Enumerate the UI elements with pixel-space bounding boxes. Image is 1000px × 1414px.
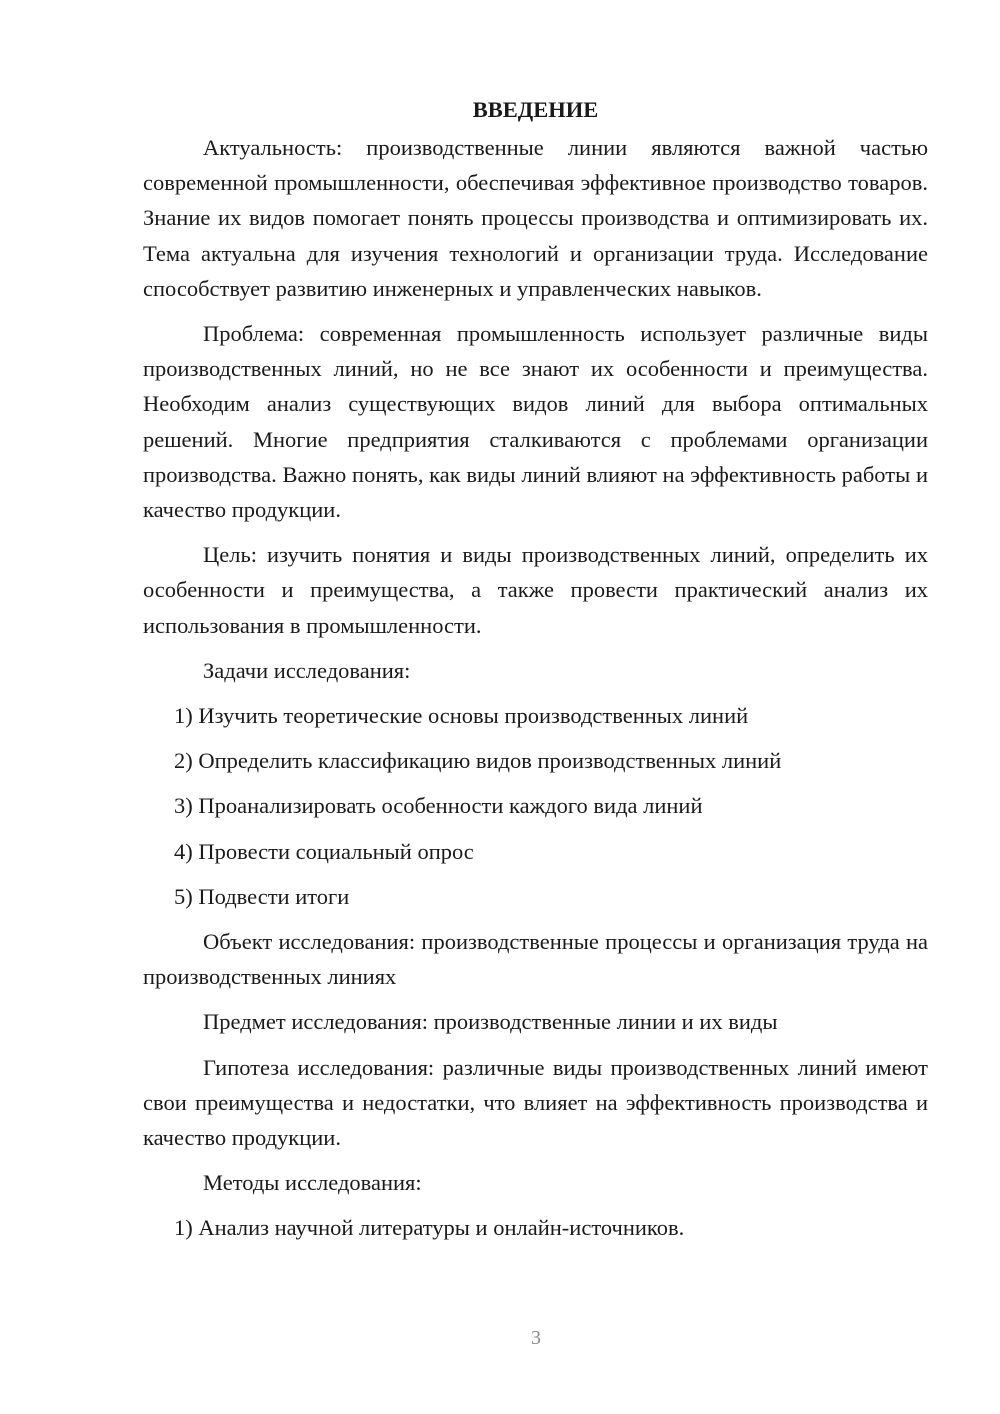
section-heading: ВВЕДЕНИЕ	[472, 97, 599, 122]
page-number: 3	[531, 1327, 541, 1349]
document-body	[143, 92, 928, 1256]
list-item: 1) Изучить теоретические основы производственных линий	[174, 703, 749, 729]
goal-paragraph: Цель: изучить понятия и виды производственных линий, определить их особенности и преимущества, а также провести практический анализ их использования в промышленности.	[143, 542, 928, 638]
problem-paragraph: Проблема: современная промышленность использует различные виды производственных линий, но не все знают их особенности и преимущества. Необходим анализ существующих видов линий для выбора оптимальных решений. Многие предприятия сталкиваются с проблемами организации производства. Важно понять, как виды линий влияют на эффективность работы и качество продукции.	[143, 321, 928, 523]
relevance-paragraph: Актуальность: производственные линии являются важной частью современной промышленности, обеспечивая эффективное производство товаров. Знание их видов помогает понять процессы производства и оптимизировать их. Тема актуальна для изучения технологий и организации труда. Исследование способствует развитию инженерных и управленческих навыков.	[143, 135, 928, 301]
tasks-list	[143, 698, 928, 914]
list-item: 5) Подвести итоги	[174, 883, 350, 909]
list-item: 4) Провести социальный опрос	[174, 838, 474, 864]
methods-label: Методы исследования:	[203, 1170, 422, 1196]
object-paragraph: Объект исследования: производственные процессы и организация труда на производственных линиях	[143, 929, 928, 990]
list-item: 2) Определить классификацию видов производственных линий	[174, 748, 782, 774]
tasks-label: Задачи исследования:	[203, 657, 411, 683]
hypothesis-paragraph: Гипотеза исследования: различные виды производственных линий имеют свои преимущества и недостатки, что влияет на эффективность производства и качество продукции.	[143, 1054, 928, 1151]
list-item: 1) Анализ научной литературы и онлайн-источников.	[174, 1215, 685, 1241]
list-item: 3) Проанализировать особенности каждого вида линий	[174, 793, 703, 819]
subject-paragraph: Предмет исследования: производственные линии и их виды	[203, 1009, 778, 1035]
methods-list	[143, 1210, 928, 1245]
